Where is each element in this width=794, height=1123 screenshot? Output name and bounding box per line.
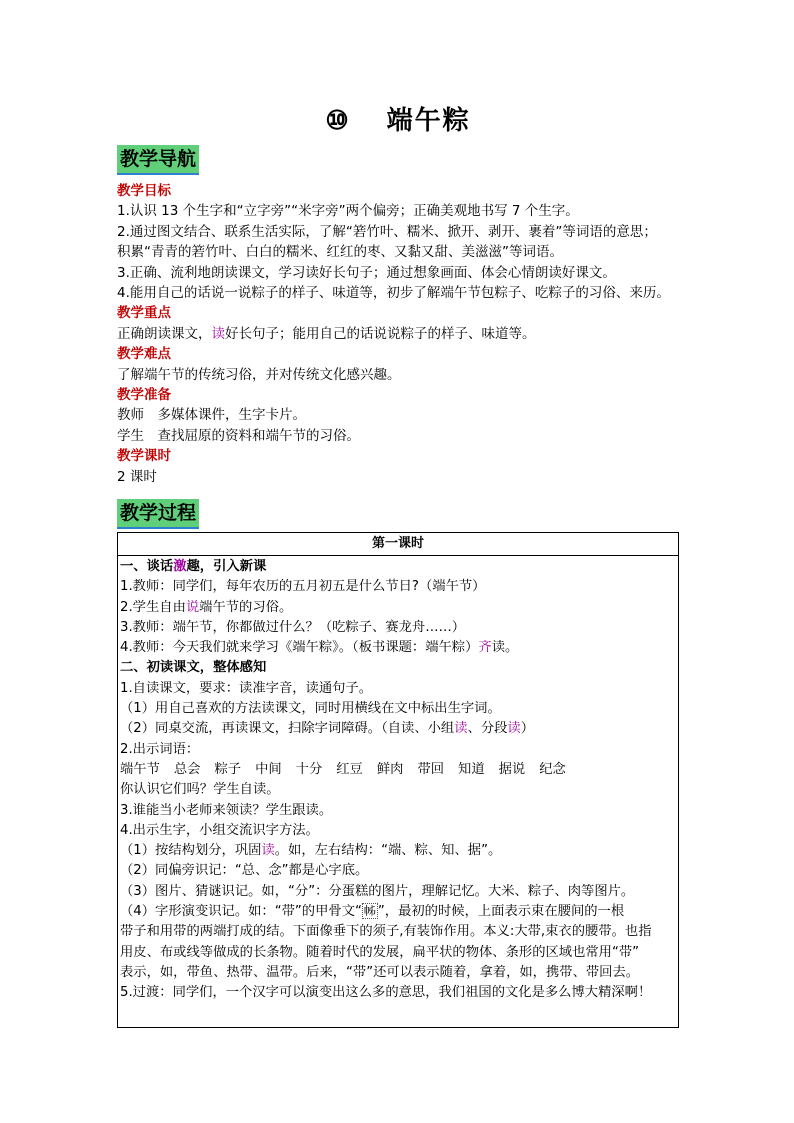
text-segment: （4）字形演变识记。如：“带”的甲骨文“ [120, 904, 362, 920]
preparation-student: 学生 查找屈原的资料和端午节的习俗。 [117, 427, 360, 444]
highlight-text: 说 [185, 599, 200, 615]
word: 十分 [295, 761, 323, 777]
word: 中间 [255, 761, 282, 777]
text-segment: ”，最初的时候，上面表示束在腰间的一根 [377, 904, 625, 920]
lesson-line: 3.谁能当小老师来领读？学生跟读。 [120, 802, 333, 818]
hours-text: 2 课时 [117, 468, 157, 485]
highlight-text: 激 [173, 559, 187, 574]
word: 粽子 [214, 761, 242, 777]
lesson-header: 第一课时 [118, 533, 678, 556]
lesson-line: 带子和用带的两端打成的结。下面像垂下的须子,有装饰作用。本义:大带,束衣的腰带。也指 [120, 924, 652, 940]
word: 带回 [417, 761, 445, 777]
oracle-bone-glyph-icon: 𢂍 [363, 904, 376, 919]
text-segment: 正确朗读课文， [117, 325, 212, 342]
highlight-text: 读 [261, 843, 275, 859]
highlight-text: 读 [211, 325, 225, 342]
lesson-line: （3）图片、猜谜识记。如，“分”：分蛋糕的图片，理解记忆。大米、粽子、肉等图片。 [120, 883, 635, 899]
text-segment: （1）按结构划分，巩固 [120, 843, 262, 859]
highlight-text: 读 [507, 721, 521, 737]
lesson-table [117, 532, 679, 1028]
goal-item: 2.通过图文结合、联系生活实际，了解“箬竹叶、糯米、掀开、剥开、裹着”等词语的意思； [117, 223, 657, 240]
text-segment: ） [520, 721, 535, 737]
text-segment: 端午节的习俗。 [199, 599, 293, 615]
word: 知道 [458, 761, 485, 777]
lesson-line: 4.出示生字，小组交流识字方法。 [120, 822, 319, 838]
word-list [118, 760, 678, 780]
lesson-line [118, 638, 678, 658]
text-segment: 好长句子；能用自己的话说说粽子的样子、味道等。 [225, 325, 536, 342]
text-segment: 读。 [491, 640, 519, 656]
lesson-line: 1.自读课文，要求：读准字音，读通句子。 [120, 680, 373, 696]
lesson-line: 3.教师：端午节，你都做过什么？（吃粽子、赛龙舟……） [120, 619, 466, 635]
lesson-line: （1）用自己喜欢的方法读课文，同时用横线在文中标出生字词。 [120, 701, 501, 717]
goals-heading: 教学目标 [117, 183, 171, 199]
goal-item: 1.认识 13 个生字和“立字旁”“米字旁”两个偏旁；正确美观地书写 7 个生字。 [117, 203, 579, 220]
text-segment: （2）同桌交流，再读课文，扫除字词障碍。（自读、小组 [120, 721, 455, 737]
lesson-line [118, 841, 678, 861]
hours-heading: 教学课时 [117, 448, 171, 465]
lesson-line: 用皮、布或线等做成的长条物。随着时代的发展，扁平状的物体、条形的区域也常用“带” [120, 944, 640, 960]
text-segment: 2.学生自由 [120, 599, 186, 615]
goal-item: 4.能用自己的话说一说粽子的样子、味道等，初步了解端午节包粽子、吃粽子的习俗、来历。 [117, 285, 670, 302]
lesson-line: 表示，如，带鱼、热带、温带。后来，“带”还可以表示随着，拿着，如，携带、带回去。 [120, 964, 640, 980]
section-heading [118, 557, 678, 577]
goal-item: 积累“青青的箬竹叶、白白的糯米、红红的枣、又黏又甜、美滋滋”等词语。 [117, 244, 563, 261]
difficulties-heading: 教学难点 [117, 346, 171, 363]
teaching-process-tag: 教学过程 [117, 499, 199, 529]
preparation-heading: 教学准备 [117, 387, 171, 404]
word: 红豆 [336, 761, 363, 777]
word: 总会 [173, 761, 201, 777]
teaching-goals [117, 181, 679, 487]
lesson-line: （2）同偏旁识记：“总、念”都是心字底。 [120, 863, 369, 879]
text-segment: 、分段 [467, 721, 508, 737]
word: 纪念 [539, 761, 566, 777]
key-points-text [117, 324, 679, 344]
lesson-line: 1.教师：同学们，每年农历的五月初五是什么节日?（端午节） [120, 579, 486, 595]
lesson-line [118, 902, 678, 922]
text-segment: 。如，左右结构：“端、粽、知、据”。 [274, 843, 502, 859]
lesson-line: 你认识它们吗？学生自读。 [120, 782, 280, 798]
highlight-text: 齐 [478, 640, 492, 656]
lesson-line: 5.过渡：同学们，一个汉字可以演变出这么多的意思，我们祖国的文化是多么博大精深啊！ [120, 985, 652, 1001]
word: 鲜肉 [376, 761, 404, 777]
section-heading: 二、初读课文，整体感知 [120, 660, 267, 676]
key-points-heading: 教学重点 [117, 305, 171, 322]
lesson-number: ⑩ [325, 106, 351, 136]
word: 端午节 [120, 761, 160, 777]
highlight-text: 读 [454, 721, 468, 737]
lesson-line: 2.出示词语： [120, 741, 200, 757]
lesson-line [118, 598, 678, 618]
text-segment: 4.教师：今天我们就来学习《端午粽》。（板书课题：端午粽） [120, 640, 479, 656]
lesson-line [118, 719, 678, 739]
teaching-guide-tag: 教学导航 [117, 145, 199, 175]
goal-item: 3.正确、流利地朗读课文，学习读好长句子；通过想象画面、体会心情朗读好课文。 [117, 264, 616, 281]
lesson-title: 端午粽 [386, 106, 471, 136]
page-title [117, 100, 679, 137]
text-segment: 一、谈话 [120, 559, 174, 574]
difficulties-text: 了解端午节的传统习俗，并对传统文化感兴趣。 [117, 366, 401, 383]
preparation-teacher: 教师 多媒体课件，生字卡片。 [117, 407, 306, 424]
text-segment: 趣，引入新课 [186, 559, 267, 574]
word: 据说 [498, 761, 526, 777]
